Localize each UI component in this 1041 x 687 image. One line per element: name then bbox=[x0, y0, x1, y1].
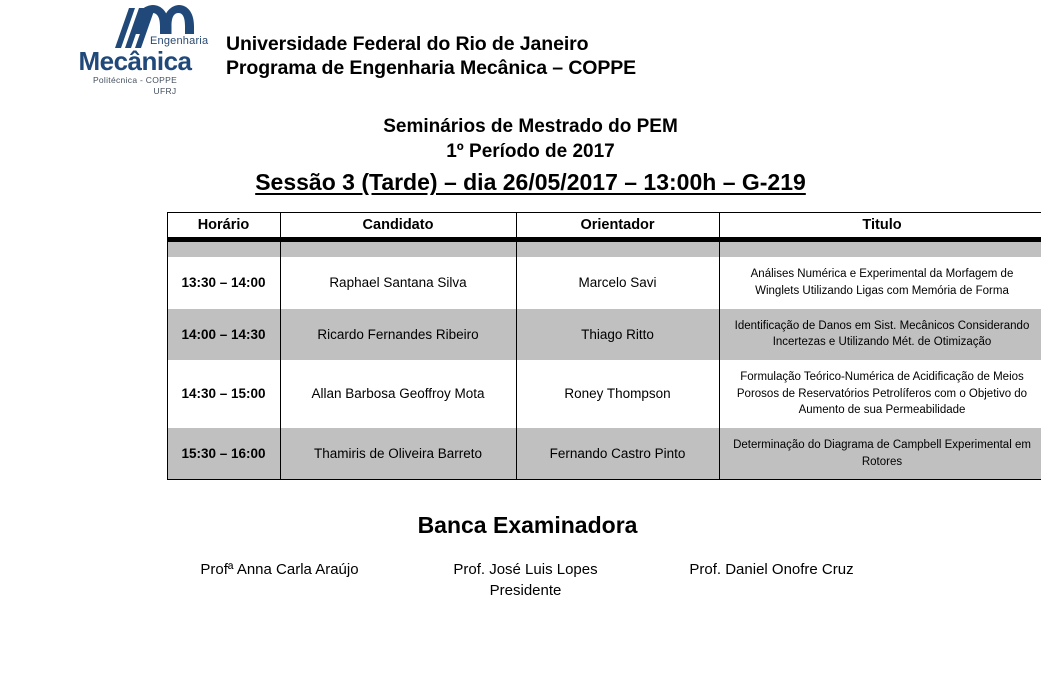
cell-titulo: Formulação Teórico-Numérica de Acidificação de Meios Porosos de Reservatórios Petrolíferos com o Objetivo do Aumento de sua Permeabilidade bbox=[719, 360, 1041, 428]
banca-member-role: Presidente bbox=[489, 582, 562, 600]
banca-heading: Banca Examinadora bbox=[417, 512, 638, 539]
cell-horario: 13:30 – 14:00 bbox=[167, 257, 280, 308]
table-header bbox=[167, 213, 1041, 240]
banca-members bbox=[0, 559, 1041, 601]
table-spacer-row bbox=[167, 240, 1041, 258]
column-header-titulo: Titulo bbox=[719, 213, 1041, 240]
logo bbox=[58, 4, 218, 96]
cell-titulo: Identificação de Danos em Sist. Mecânicos Considerando Incertezas e Utilizando Mét. de Otimização bbox=[719, 309, 1041, 360]
cell-orientador: Fernando Castro Pinto bbox=[516, 428, 719, 480]
cell-candidato: Raphael Santana Silva bbox=[280, 257, 516, 308]
banca-member-name: Prof. José Luis Lopes bbox=[453, 561, 598, 579]
institution-heading bbox=[226, 4, 636, 80]
cell-titulo: Análises Numérica e Experimental da Morfagem de Winglets Utilizando Ligas com Memória de Forma bbox=[719, 257, 1041, 308]
cell-orientador: Roney Thompson bbox=[516, 360, 719, 428]
cell-orientador: Thiago Ritto bbox=[516, 309, 719, 360]
title-line-session: Sessão 3 (Tarde) – dia 26/05/2017 – 13:00h – G-219 bbox=[255, 169, 806, 196]
logo-sub-politecnica-coppe: Politécnica - COPPE bbox=[92, 75, 178, 85]
table-header-row bbox=[167, 213, 1041, 240]
table-row bbox=[167, 360, 1041, 428]
banca-member-name: Profª Anna Carla Araújo bbox=[200, 561, 359, 579]
banca-member bbox=[649, 559, 895, 601]
table-body bbox=[167, 240, 1041, 480]
cell-titulo: Determinação do Diagrama de Campbell Experimental em Rotores bbox=[719, 428, 1041, 480]
column-header-horario: Horário bbox=[167, 213, 280, 240]
cell-candidato: Thamiris de Oliveira Barreto bbox=[280, 428, 516, 480]
table-row bbox=[167, 257, 1041, 308]
cell-candidato: Allan Barbosa Geoffroy Mota bbox=[280, 360, 516, 428]
title-line-period: 1º Período de 2017 bbox=[446, 141, 615, 163]
title-line-seminars: Seminários de Mestrado do PEM bbox=[383, 115, 678, 137]
table-row bbox=[167, 309, 1041, 360]
cell-horario: 15:30 – 16:00 bbox=[167, 428, 280, 480]
banca-member bbox=[157, 559, 403, 601]
institution-line-2: Programa de Engenharia Mecânica – COPPE bbox=[226, 57, 637, 80]
schedule-table-container bbox=[82, 212, 1031, 480]
cell-horario: 14:30 – 15:00 bbox=[167, 360, 280, 428]
banca-member-name: Prof. Daniel Onofre Cruz bbox=[689, 561, 854, 579]
cell-horario: 14:00 – 14:30 bbox=[167, 309, 280, 360]
cell-orientador: Marcelo Savi bbox=[516, 257, 719, 308]
column-header-candidato: Candidato bbox=[280, 213, 516, 240]
document-header bbox=[0, 0, 1041, 96]
column-header-orientador: Orientador bbox=[516, 213, 719, 240]
logo-sub-ufrj: UFRJ bbox=[153, 85, 177, 96]
cell-candidato: Ricardo Fernandes Ribeiro bbox=[280, 309, 516, 360]
schedule-table bbox=[167, 212, 1041, 480]
logo-sub-top: Engenharia bbox=[150, 35, 209, 47]
institution-line-1: Universidade Federal do Rio de Janeiro bbox=[226, 33, 589, 55]
table-row bbox=[167, 428, 1041, 480]
page-title bbox=[0, 114, 1041, 198]
banca-member bbox=[403, 559, 649, 601]
logo-wordmark: Mecânica bbox=[78, 46, 192, 76]
